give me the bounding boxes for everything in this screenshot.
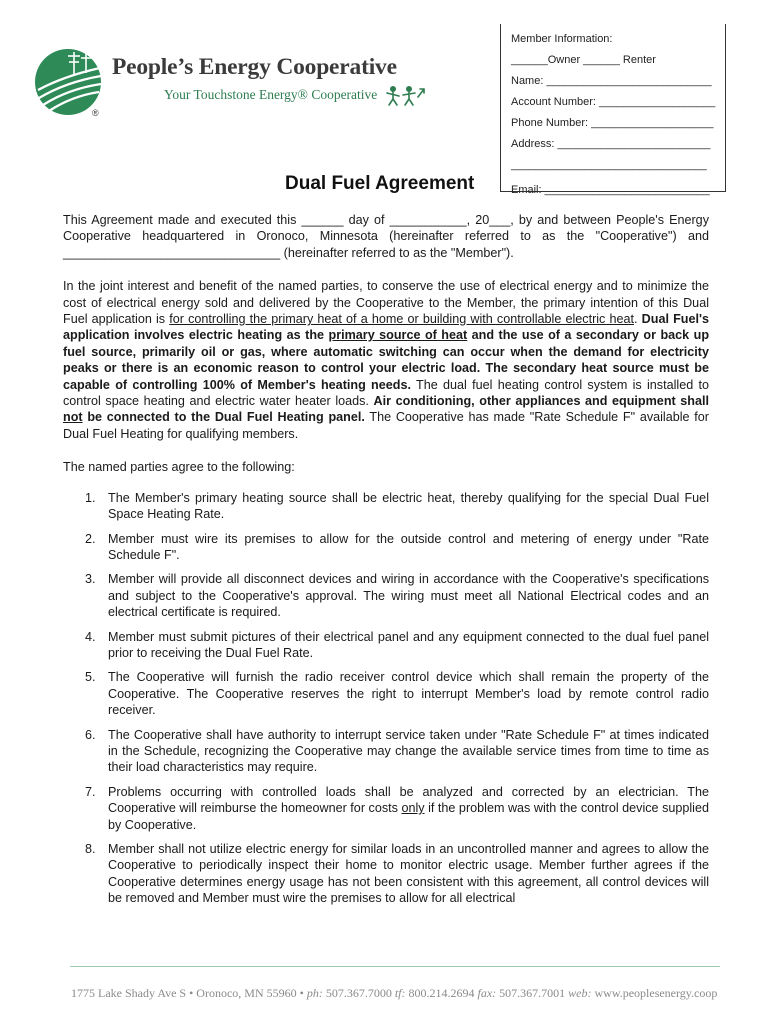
list-item [63,784,709,833]
list-item-text: The Cooperative shall have authority to interrupt service taken under "Rate Schedule F" at times indicated in the Schedule, recognizing the Cooperative may change the available service times from time to time as their load characteristics may require. [108,727,709,775]
footer-divider [70,966,720,967]
company-name: People’s Energy Cooperative [112,54,397,80]
list-item-text: Member shall not utilize electric energy for similar loads in an uncontrolled manner and agrees to allow the Cooperative to periodically inspect their home to monitor electric usage. Member further agrees if the Cooperative determines energy usage has not been consistent with this agreement, all control devices will be removed and Member must wire the premises to allow for all electrical [108,842,709,906]
interest-text: The dual fuel heating control system is installed to control space heating and electric water heater loads. [63,377,709,409]
interest-paragraph [63,278,709,442]
footer-address: 1775 Lake Shady Ave S • Oronoco, MN 55960 • [71,986,307,1000]
list-item-number: 1. [85,490,96,505]
list-item [63,571,709,620]
footer-fax-label: fax: [477,986,497,1000]
list-item-number: 3. [85,572,96,587]
footer-web-link[interactable]: www.peoplesenergy.coop [591,986,718,1000]
member-info-title: Member Information: [511,33,613,45]
touchstone-figures-icon [385,85,425,107]
account-number-field[interactable]: Account Number: ___________________ [511,96,716,108]
list-item-text: The Cooperative will furnish the radio receiver control device which shall remain the property of the Cooperative. The Cooperative reserves the right to interrupt Member's load by remote control radio receiver. [108,670,709,718]
footer-phone: 507.367.7000 [322,986,395,1000]
list-item-number: 8. [85,842,96,856]
interest-bold-text: Dual Fuel's application involves electric heating as the [63,312,709,343]
list-item [63,841,709,907]
footer-fax: 507.367.7001 [496,986,569,1000]
list-item [63,490,709,523]
footer-tollfree: 800.214.2694 [405,986,478,1000]
interest-text: The Cooperative has made "Rate Schedule F" available for Dual Fuel Heating for qualifying members. [63,410,709,441]
list-item-number: 2. [85,531,96,546]
document-title: Dual Fuel Agreement [285,173,475,194]
interest-bold-underlined-text: not [63,410,83,425]
list-item-number: 6. [85,727,96,742]
agree-intro: The named parties agree to the following: [63,460,295,475]
footer-web-label: web: [568,986,592,1000]
list-item-number: 7. [85,784,96,799]
interest-underlined-text: for controlling the primary heat of a home or building with controllable electric heat [169,312,635,327]
list-item-text: Member must submit pictures of their electrical panel and any equipment connected to the dual fuel panel prior to receiving the Dual Fuel Rate. [108,629,709,660]
list-item-number: 5. [85,670,96,685]
interest-bold-text: Air conditioning, other appliances and equipment shall [373,394,709,409]
terms-list [63,490,709,907]
footer-tollfree-label: tf: [394,986,406,1000]
tagline: Your Touchstone Energy® Cooperative [164,87,378,103]
member-information-box [500,24,726,196]
interest-text: . [634,312,642,327]
address-field[interactable]: Address: _________________________ [511,138,711,150]
list-item-text: Problems occurring with controlled loads shall be analyzed and corrected by an electrician. The Cooperative will reimburse the homeowner for costs [108,784,709,816]
list-item [63,629,709,662]
name-field[interactable]: Name: ___________________________ [511,75,712,87]
company-logo [34,46,434,122]
phone-number-field[interactable]: Phone Number: ____________________ [511,117,714,129]
email-field[interactable]: Email: ___________________________ [511,184,710,196]
list-item-text: Member must wire its premises to allow for the outside control and metering of energy under "Rate Schedule F". [108,531,709,562]
list-item [63,669,709,718]
list-item-text: The Member's primary heating source shall be electric heat, thereby qualifying for the special Dual Fuel Space Heating Rate. [108,490,709,522]
list-item-number: 4. [85,629,96,644]
footer-phone-label: ph: [306,986,323,1000]
list-item [63,727,709,776]
list-item [63,531,709,564]
intro-paragraph: This Agreement made and executed this ______ day of ___________, 20___, by and between People's Energy Cooperative headquartered in Oronoco, Minnesota (hereinafter referred to as the "Cooperative") and _______________________________ (hereinafter referred to as the "Member"). [63,213,709,260]
interest-bold-text: be connected to the Dual Fuel Heating panel. [82,410,365,425]
agreement-body [63,212,709,915]
interest-bold-text: and the use of a secondary or back up fuel source, primarily oil or gas, where automatic switching can occur when the demand for electricity peaks or there is an economic reason to control your electric load. The secondary heat source must be capable of controlling 100% of Member's heating needs. [63,328,710,392]
list-item-underlined-text: only [401,801,425,816]
registered-mark: ® [92,108,99,118]
list-item-text: if the problem was with the control device supplied by Cooperative. [108,801,709,832]
interest-bold-underlined-text: primary source of heat [328,328,468,343]
footer-contact [71,986,721,1001]
interest-text: In the joint interest and benefit of the named parties, to conserve the use of electrical energy and to minimize the cost of electrical energy sold and delivered by the Cooperative to the Member, the primary intention of this Dual Fuel application is [63,279,709,327]
list-item-text: Member will provide all disconnect devices and wiring in accordance with the Cooperative's specifications and subject to the Cooperative's approval. The wiring must meet all National Electrical codes and an electrical certificate is required. [108,572,709,620]
owner-renter-field[interactable]: ______Owner ______ Renter [511,54,656,66]
address-field-line-2[interactable]: ________________________________ [511,159,707,171]
